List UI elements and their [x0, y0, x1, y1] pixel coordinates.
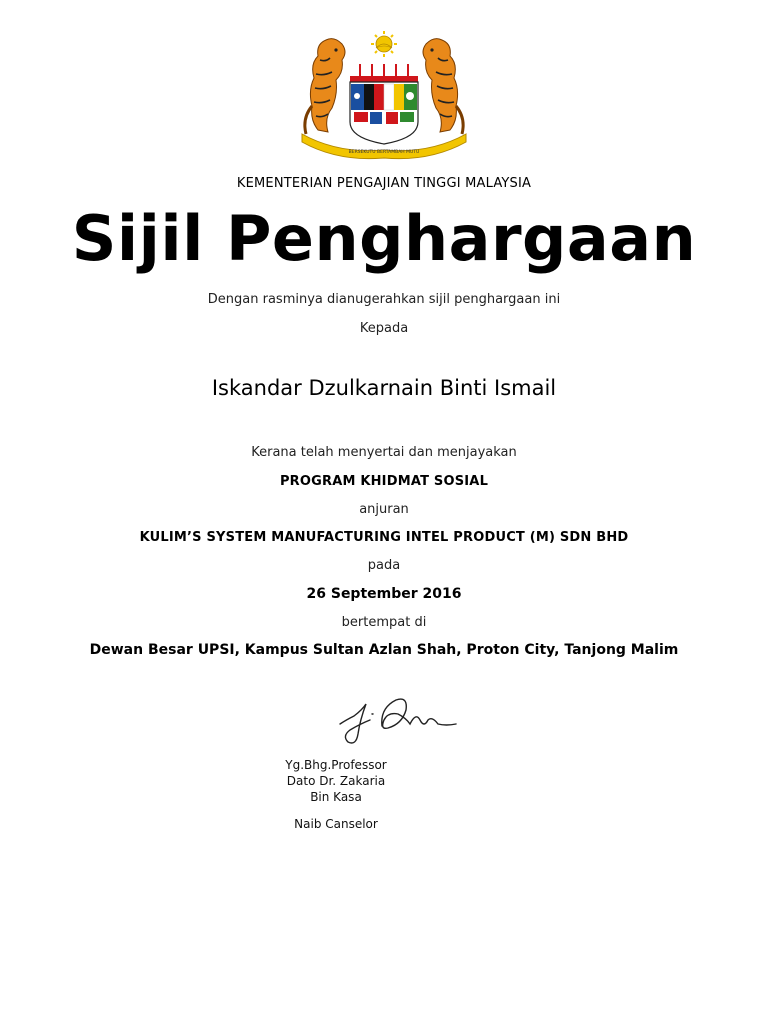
recipient-name: Iskandar Dzulkarnain Binti Ismail: [211, 376, 557, 400]
signatory-position: Naib Canselor: [294, 817, 378, 831]
program-name: PROGRAM KHIDMAT SOSIAL: [279, 474, 489, 489]
sun-icon: [371, 31, 397, 57]
reason-text: Kerana telah menyertai dan menjayakan: [251, 445, 517, 460]
handwritten-signature-icon: [336, 690, 460, 750]
left-tiger-icon: [305, 39, 345, 134]
to-label: Kepada: [359, 321, 409, 336]
malaysia-coat-of-arms-icon: [298, 30, 470, 160]
organized-by-label: anjuran: [359, 502, 409, 517]
on-label: pada: [367, 558, 401, 573]
kris-row-icon: [360, 64, 408, 76]
shield-icon: [350, 82, 418, 144]
venue-name: Dewan Besar UPSI, Kampus Sultan Azlan Shah, Proton City, Tanjong Malim: [89, 642, 679, 658]
event-date: 26 September 2016: [306, 586, 462, 602]
certificate-title: Sijil Penghargaan: [71, 202, 697, 275]
signatory-name: Dato Dr. Zakaria: [286, 774, 386, 788]
signatory-title: Yg.Bhg.Professor: [285, 758, 387, 772]
at-label: bertempat di: [341, 615, 427, 630]
signatory-surname: Bin Kasa: [310, 790, 362, 804]
motto-text: BERSEKUTU BERTAMBAH MUTU: [348, 150, 420, 155]
right-tiger-icon: [423, 39, 463, 134]
organizer-name: KULIM’S SYSTEM MANUFACTURING INTEL PRODUCT (M) SDN BHD: [139, 530, 629, 545]
intro-text: Dengan rasminya dianugerahkan sijil penghargaan ini: [207, 292, 561, 307]
ministry-name: KEMENTERIAN PENGAJIAN TINGGI MALAYSIA: [236, 176, 532, 191]
